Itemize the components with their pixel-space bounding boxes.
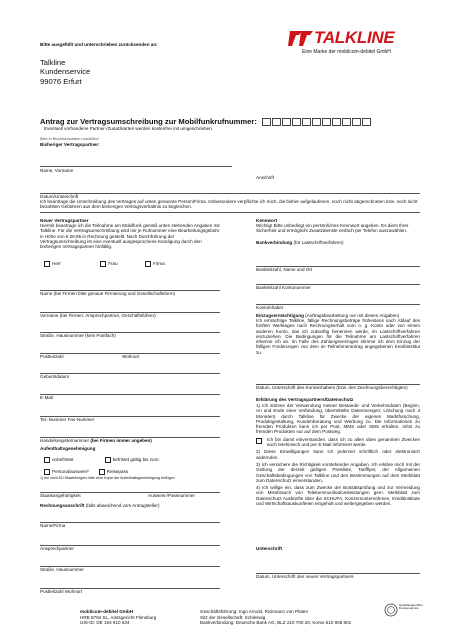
print-note: Bitte in Blockbuchstaben ausfüllen! — [40, 137, 99, 141]
erklaerung-item-3: 3) Ich versichere die Richtigkeit vorstehender Angaben. Ich erkläre mich mit der Geltung der derzeit gültigen Preisliste, Tarifflyer, der Allgemeinen Geschäftsbedingungen von Talkline und den Bestimmungen auf dem Merkblatt zum Datenschutz einverstanden. — [256, 461, 420, 483]
bank-name-label: Bankleitzahl, Name und Ort — [256, 267, 313, 272]
reisepass-checkbox[interactable] — [99, 469, 105, 475]
frau-checkbox[interactable] — [100, 261, 106, 267]
firma-label: Firma — [152, 261, 165, 267]
badge-text: Qualitätsgeprüfter Kundenservice — [399, 603, 423, 611]
befristet-label: befristet gültig bis zum: — [112, 457, 160, 463]
wohnort-label: Wohnort — [122, 354, 140, 359]
neu-sign-label: Datum, Unterschrift des neuen Vertragspartners — [256, 574, 354, 579]
send-to-label: Bitte ausgefüllt und unterschrieben zurücksenden an: — [40, 42, 158, 47]
aufenthalt-footnote: 1) bei nicht EU-Staatsbürgern bitte eine Kopie der Aufenthaltsgenehmigung beifügen — [40, 476, 175, 480]
erklaerung-heading: Erklärung des Vertragspartners/Datenschutz — [256, 397, 354, 402]
bank-row — [256, 240, 344, 245]
rechnung-row — [40, 503, 160, 508]
address-line-1: Talkline — [40, 58, 66, 67]
name-field-label: Name (bei Firmen bitte genaue Firmierung und Gesellschaftsform) — [40, 291, 176, 296]
name-label: Name, Vorname — [40, 168, 74, 173]
title-note: Eventuell vorhandene Partner-/Zusatzkarten werden kostenfrei mit umgeschrieben. — [44, 126, 214, 131]
bank-heading: Bankverbindung — [256, 240, 293, 245]
reisepass-label: Reisepass — [106, 469, 129, 475]
footer-company: mobilcom-debitel GmbH — [80, 609, 134, 614]
footer-left — [80, 609, 156, 626]
quality-seal-icon — [384, 603, 398, 617]
page-title — [40, 117, 371, 126]
email-label: E-Mail — [40, 395, 54, 400]
befristet-checkbox[interactable] — [105, 457, 111, 463]
unbefristet-label: unbefristet — [52, 457, 74, 463]
aufenthalt-heading: Aufenthaltsgenehmigung — [40, 446, 96, 451]
address-line-2: Kundenservice — [40, 67, 91, 77]
kennwort-heading: Kennwort — [256, 218, 278, 223]
aufenthalt-row-2 — [44, 469, 128, 475]
new-partner-text: Hiermit beantrage ich die Teilnahme am Mobilfunk gemäß unten stehenden Angaben mit Talkline. Für die Vertragsumschreibung wird mir je Rufnummer eine Bearbeitungsgebühr in Höhe von € 29,95 in Rechnung gestellt. Nach Durchführung der Vertragsumschreibung ist eine eventuell ausgesprochene Kündigung durch den bisherigen Vertragspartner hinfällig. — [40, 223, 220, 250]
bank-note: (für Lastschriftverfahren) — [293, 240, 344, 245]
footer-gf: Geschäftsführung: Ingo Arnold, Rickmann von Platen — [200, 609, 309, 614]
inhaber-label: Kontoinhaber — [256, 305, 284, 310]
footer-middle — [200, 609, 351, 626]
herr-label: Herr — [52, 261, 61, 267]
erklaerung-item-1: 1) Ich stimme der Verwendung meiner Bestands- und Verkehrsdaten (Beginn, An und Ende einer Verbindung, übermittelte Datenmengen; Löschung nach 3 Monaten) durch Talkline für Zwecke der eigenen Marktforschung, Produktgestaltung, Kundenberatung und Werbung zu. Die Informationen zu fremden Produkten kann ich per Post, MMS oder SMS erhalten. Infos zu fremden Produkten nur auf dem Postweg. — [256, 403, 420, 435]
hr-label: Handelsregisternummer — [40, 438, 90, 443]
plzort-label: Postleitzahl Wohnort — [40, 589, 83, 594]
erklaerung-list — [256, 403, 420, 508]
recipient-address — [40, 58, 90, 86]
datum-line[interactable] — [40, 193, 420, 194]
unbefristet-checkbox[interactable] — [44, 457, 50, 463]
handover-text: Ich beantrage die Umschreibung des Vertrages auf unten genannte Person/Firma. Insbesondere verpflichte ich mich, die bisher aufgelaufenen, noch nicht abgerechneten bzw. noch nicht bezahlten Gebühren aus dem bisherigen Vertragsverhältnis zu begleichen. — [40, 199, 418, 210]
hr-label-row — [40, 438, 152, 443]
frau-label: Frau — [108, 261, 118, 267]
quality-badge — [384, 601, 423, 631]
kontoinhaber-sign-label: Datum, Unterschrift des Kontoinhabers (bzw. des Zeichnungsberechtigten) — [256, 385, 408, 390]
rechnung-heading: Rechnungsanschrift — [40, 503, 85, 508]
staats-label: Staatsangehörigkeit — [40, 493, 81, 498]
herr-checkbox[interactable] — [44, 261, 50, 267]
hr-note: (bei Firmen immer angeben) — [90, 438, 152, 443]
firma-checkbox[interactable] — [145, 261, 151, 267]
vorname-field-label: Vorname (bei Firmen: Ansprechpartner, Geschäftsführer) — [40, 313, 156, 318]
einzug-text: Ich ermächtige Talkline, fällige Rechnungsbeträge frühestens nach Ablauf des fünften Werktages nach Rechnungserhalt vom o. g. Konto oder von einem anderen Konto, das ich zukünftig benennen werde, im Lastschriftverfahren einzuziehen. Die Bedingungen für die Teilnahme am Lastschriftverfahren erkenne ich an. Im Falle des Zahlungsverzuges stimme ich dem Einzug der fälligen Forderungen von dem im Teilnehmerantrag angegebenen Kreditinstitut zu. — [256, 318, 420, 355]
namefirma-field[interactable] — [40, 522, 220, 523]
strasse2-label: Straße, Hausnummer — [40, 567, 84, 572]
footer-ust: USt-ID: DE 194 910 634 — [80, 620, 130, 626]
phone-number-boxes[interactable] — [262, 118, 371, 126]
email-field[interactable] — [40, 394, 220, 395]
rechnung-note: (falls abweichend vom Antragsteller) — [85, 503, 160, 508]
address-line-3: 99076 Erfurt — [40, 76, 82, 86]
strasse-field-label: Straße, Hausnummer (kein Postfach) — [40, 333, 116, 338]
personalausweis-label: Personalausweis¹⁾ — [52, 469, 90, 475]
ansprech-label: Ansprechpartner — [40, 546, 74, 551]
salutation-row — [44, 261, 165, 267]
einzug-heading: Einzugsermächtigung — [256, 313, 304, 318]
namefirma-label: Name/Firma — [40, 523, 66, 528]
einzug-note: (Auftragsbearbeitung nur mit diesen Angaben) — [305, 313, 400, 318]
kennwort-text: Wichtig! Bitte unbedingt ein persönliches Kennwort angeben. Es dient Ihrer Sicherheit und ermöglicht Zusatzdienste einfach per Telefon auszuwählen. — [256, 223, 409, 234]
konto-label: Bankleitzahl Kontonummer — [256, 285, 311, 290]
footer-sitz: Sitz der Gesellschaft: Schleswig — [200, 614, 266, 620]
geburtsdatum-label: Geburtsdatum — [40, 374, 70, 379]
unterschrift-heading: Unterschrift — [256, 546, 283, 551]
new-partner-heading: Neuer Vertragspartner — [40, 218, 89, 223]
plz-label: Postleitzahl — [40, 354, 64, 359]
prev-partner-heading: Bisheriger Vertragspartner: — [40, 142, 100, 147]
consent-checkbox[interactable] — [256, 438, 262, 444]
title-text: Antrag zur Vertragsumschreibung zur Mobilfunkrufnummer: — [40, 117, 257, 126]
datum-label: Datum/Unterschrift — [40, 194, 79, 199]
footer-addr: HRB 8794 SL, Amtsgericht Flensburg — [80, 614, 157, 620]
erklaerung-item-4: 4) Ich willige ein, dass zum Zwecke der Bonitätsprüfung und zur Vermeidung von Missbrauch von Telekommunikationsleistungen gem. Merkblatt zum Datenschutz Auskünfte über die SCHUFA, Konzernunternehmen, Kreditinstitute und Wirtschaftsauskunfteien eingeholt und weitergegeben werden. — [256, 485, 420, 507]
footer-bank: Bankverbindung: Deutsche Bank AG, BLZ 210 700 20, Konto 610 808 801 — [200, 620, 352, 626]
name-line[interactable] — [40, 166, 232, 167]
anschrift-label: Anschrift — [256, 175, 274, 180]
tel-label: Tel.-Nummer Fax-Nummer — [40, 417, 95, 422]
erklaerung-item-consent: Ich bin damit einverstanden, dass ich zu allen oben genannten Zwecken auch telefonisch und per E-Mail informiert werde. — [267, 436, 420, 448]
erklaerung-consent — [256, 437, 420, 448]
logo-text: TALKLINE — [314, 28, 395, 47]
ausweis-label: Ausweis-/Passnummer — [148, 493, 195, 498]
talkline-logo — [288, 28, 416, 48]
divider — [40, 212, 420, 213]
brand-note: Eine Marke der mobilcom-debitel GmbH — [302, 49, 391, 55]
personalausweis-checkbox[interactable] — [44, 469, 50, 475]
aufenthalt-row-1 — [44, 457, 160, 463]
erklaerung-item-2: 2) Diese Einwilligungen kann ich jederzeit schriftlich oder elektronisch widerrufen. — [256, 449, 420, 460]
